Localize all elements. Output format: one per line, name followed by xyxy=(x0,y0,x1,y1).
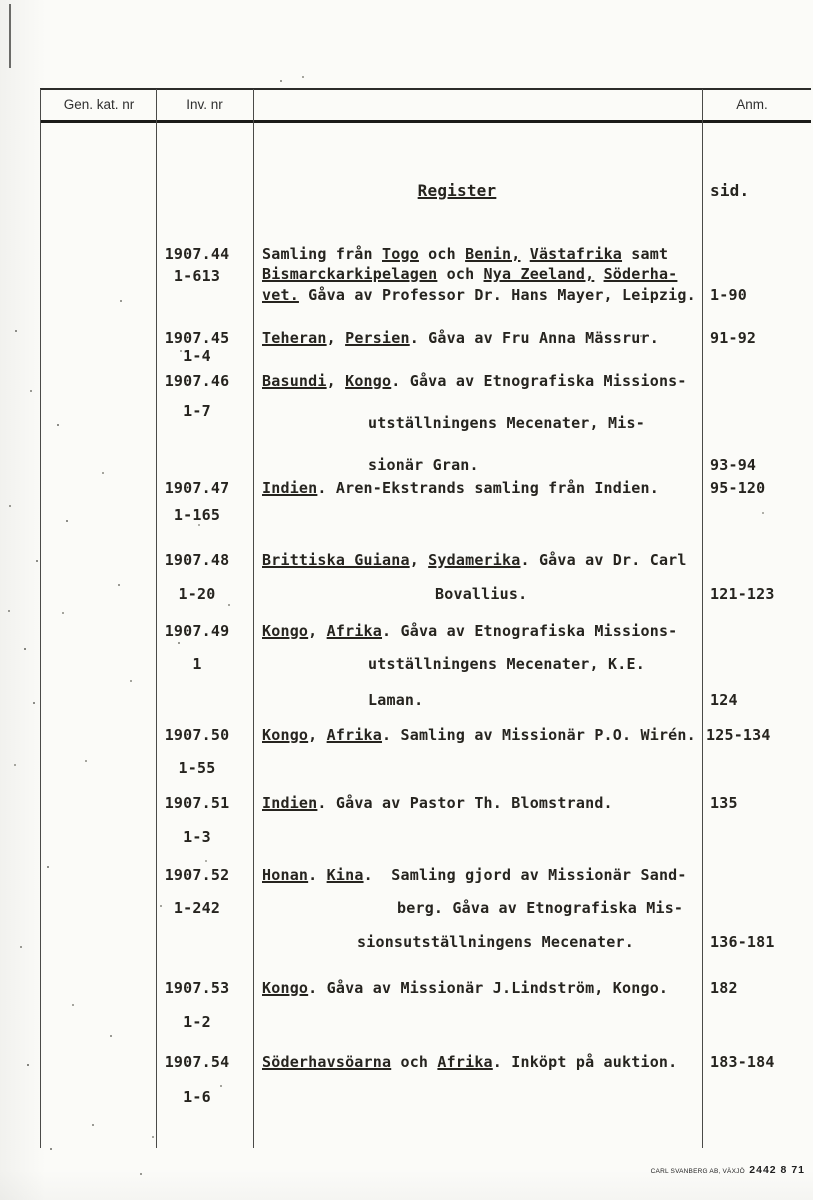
description-line: utställningens Mecenater, K.E. xyxy=(368,655,645,673)
sid-label: sid. xyxy=(710,181,750,200)
column-divider-inv-main xyxy=(253,89,254,1148)
anm-pages: 135 xyxy=(710,794,738,812)
description-line: Bovallius. xyxy=(435,585,528,603)
description-line: berg. Gåva av Etnografiska Mis- xyxy=(397,899,684,917)
inv-number: 1907.53 xyxy=(164,979,230,997)
printer-imprint xyxy=(610,1160,805,1178)
anm-pages: 182 xyxy=(710,979,738,997)
inv-number: 1907.50 xyxy=(164,726,230,744)
description-line: Indien. Aren-Ekstrands samling från Indien. xyxy=(262,479,659,497)
inv-number: 1907.47 xyxy=(164,479,230,497)
description-line: Söderhavsöarna och Afrika. Inköpt på auktion. xyxy=(262,1053,678,1071)
inv-range: 1 xyxy=(192,655,202,673)
inv-range: 1-165 xyxy=(173,506,221,524)
description-line: Bismarckarkipelagen och Nya Zeeland, Söderha- xyxy=(262,265,678,283)
anm-pages: 121-123 xyxy=(710,585,775,603)
anm-pages: 93-94 xyxy=(710,456,757,474)
inv-range: 1-6 xyxy=(183,1088,211,1106)
description-line: Kongo, Afrika. Samling av Missionär P.O. Wirén. xyxy=(262,726,696,744)
inv-range: 1-4 xyxy=(183,347,211,365)
description-line: sionsutställningens Mecenater. xyxy=(357,933,634,951)
description-line: Samling från Togo och Benin, Västafrika samt xyxy=(262,245,669,263)
inv-range: 1-613 xyxy=(173,267,221,285)
description-line: Honan. Kina. Samling gjord av Missionär Sand- xyxy=(262,866,687,884)
column-header-inv-nr: Inv. nr xyxy=(186,97,223,112)
anm-pages: 136-181 xyxy=(710,933,775,951)
description-line: sionär Gran. xyxy=(368,456,479,474)
inv-number: 1907.45 xyxy=(164,329,230,347)
description-line: Indien. Gåva av Pastor Th. Blomstrand. xyxy=(262,794,613,812)
inv-number: 1907.46 xyxy=(164,372,230,390)
inv-number: 1907.54 xyxy=(164,1053,230,1071)
inv-number: 1907.44 xyxy=(164,245,230,263)
description-line: Basundi, Kongo. Gåva av Etnografiska Missions- xyxy=(262,372,687,390)
inv-range: 1-2 xyxy=(183,1013,211,1031)
printer-code: 2442 8 71 xyxy=(749,1164,805,1176)
description-line: Kongo. Gåva av Missionär J.Lindström, Kongo. xyxy=(262,979,669,997)
register-title: Register xyxy=(417,181,497,200)
description-line: Teheran, Persien. Gåva av Fru Anna Mässrur. xyxy=(262,329,659,347)
description-line: Brittiska Guiana, Sydamerika. Gåva av Dr. Carl xyxy=(262,551,687,569)
description-line: Kongo, Afrika. Gåva av Etnografiska Missions- xyxy=(262,622,678,640)
inv-range: 1-55 xyxy=(178,759,216,777)
inv-range: 1-242 xyxy=(173,899,221,917)
anm-pages: 95-120 xyxy=(710,479,766,497)
anm-pages: 183-184 xyxy=(710,1053,775,1071)
anm-pages: 1-90 xyxy=(710,286,747,304)
inv-number: 1907.52 xyxy=(164,866,230,884)
inv-number: 1907.48 xyxy=(164,551,230,569)
inv-range: 1-7 xyxy=(183,402,211,420)
description-line: Laman. xyxy=(368,691,424,709)
anm-pages: 91-92 xyxy=(710,329,757,347)
anm-pages: 124 xyxy=(710,691,738,709)
table-left-border xyxy=(40,89,41,1148)
inv-range: 1-20 xyxy=(178,585,216,603)
inv-number: 1907.51 xyxy=(164,794,230,812)
inv-range: 1-3 xyxy=(183,828,211,846)
printer-name: CARL SVANBERG AB, VÄXJÖ xyxy=(650,1168,745,1175)
inv-number: 1907.49 xyxy=(164,622,230,640)
description-line: utställningens Mecenater, Mis- xyxy=(368,414,645,432)
anm-pages: 125-134 xyxy=(706,726,771,744)
scan-artifact-line xyxy=(9,4,11,68)
description-line: vet. Gåva av Professor Dr. Hans Mayer, Leipzig. xyxy=(262,286,696,304)
column-divider-main-anm xyxy=(702,89,703,1148)
column-header-gen-kat-nr: Gen. kat. nr xyxy=(63,97,135,112)
column-header-anm: Anm. xyxy=(736,97,768,112)
